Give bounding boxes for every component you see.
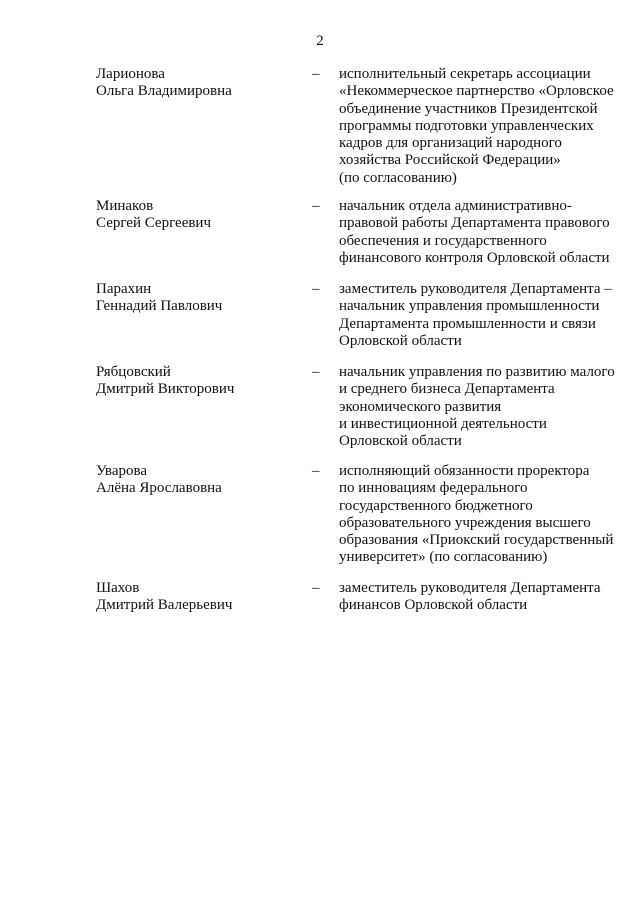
member-given-names: Сергей Сергеевич xyxy=(96,215,212,232)
position-line: (по согласованию) xyxy=(339,169,457,186)
member-given-names: Дмитрий Валерьевич xyxy=(96,597,233,614)
member-surname: Парахин xyxy=(96,281,152,297)
member-position xyxy=(339,580,614,615)
member-name xyxy=(96,198,296,233)
position-line: правовой работы Департамента правового xyxy=(339,215,610,232)
position-line: обеспечения и государственного xyxy=(339,232,547,249)
member-surname: Ларионова xyxy=(96,66,165,82)
member-surname: Минаков xyxy=(96,198,154,214)
position-line: образовательного учреждения высшего xyxy=(339,514,591,531)
position-line: объединение участников Президентской xyxy=(339,100,598,117)
member-given-names: Геннадий Павлович xyxy=(96,298,223,315)
position-line: государственного бюджетного xyxy=(339,497,533,514)
member-name xyxy=(96,463,296,498)
position-line: заместитель руководителя Департамента xyxy=(339,580,601,596)
position-line: заместитель руководителя Департамента – xyxy=(339,281,612,297)
position-line: по инновациям федерального xyxy=(339,480,528,497)
position-line: университет» (по согласованию) xyxy=(339,549,548,566)
position-line: образования «Приокский государственный xyxy=(339,532,614,549)
dash-separator: – xyxy=(312,463,320,479)
member-name xyxy=(96,580,296,615)
position-line: начальник отдела административно- xyxy=(339,198,572,214)
member-position xyxy=(339,281,614,350)
position-line: исполняющий обязанности проректора xyxy=(339,463,590,479)
member-surname: Шахов xyxy=(96,580,140,596)
position-line: Департамента промышленности и связи xyxy=(339,315,596,332)
member-name xyxy=(96,66,296,101)
dash-separator: – xyxy=(312,281,320,297)
member-name xyxy=(96,364,296,399)
member-position xyxy=(339,463,614,567)
member-name xyxy=(96,281,296,316)
member-position xyxy=(339,198,614,267)
position-line: экономического развития xyxy=(339,398,502,415)
position-line: программы подготовки управленческих xyxy=(339,117,594,134)
member-given-names: Ольга Владимировна xyxy=(96,83,232,100)
position-line: начальник управления по развитию малого xyxy=(339,364,615,380)
member-surname: Уварова xyxy=(96,463,148,479)
member-given-names: Алёна Ярославовна xyxy=(96,480,222,497)
dash-separator: – xyxy=(312,580,320,596)
dash-separator: – xyxy=(312,66,320,82)
position-line: Орловской области xyxy=(339,433,462,450)
member-position xyxy=(339,66,614,187)
position-line: и инвестиционной деятельности xyxy=(339,415,547,432)
position-line: исполнительный секретарь ассоциации xyxy=(339,66,591,82)
position-line: начальник управления промышленности xyxy=(339,298,600,315)
position-line: и среднего бизнеса Департамента xyxy=(339,381,555,398)
position-line: «Некоммерческое партнерство «Орловское xyxy=(339,83,614,100)
position-line: финансового контроля Орловской области xyxy=(339,249,610,266)
position-line: хозяйства Российской Федерации» xyxy=(339,152,561,169)
page-number: 2 xyxy=(316,33,324,49)
dash-separator: – xyxy=(312,198,320,214)
position-line: кадров для организаций народного xyxy=(339,135,562,152)
member-surname: Рябцовский xyxy=(96,364,171,380)
member-position xyxy=(339,364,614,450)
member-given-names: Дмитрий Викторович xyxy=(96,381,235,398)
dash-separator: – xyxy=(312,364,320,380)
position-line: Орловской области xyxy=(339,332,462,349)
position-line: финансов Орловской области xyxy=(339,597,528,614)
